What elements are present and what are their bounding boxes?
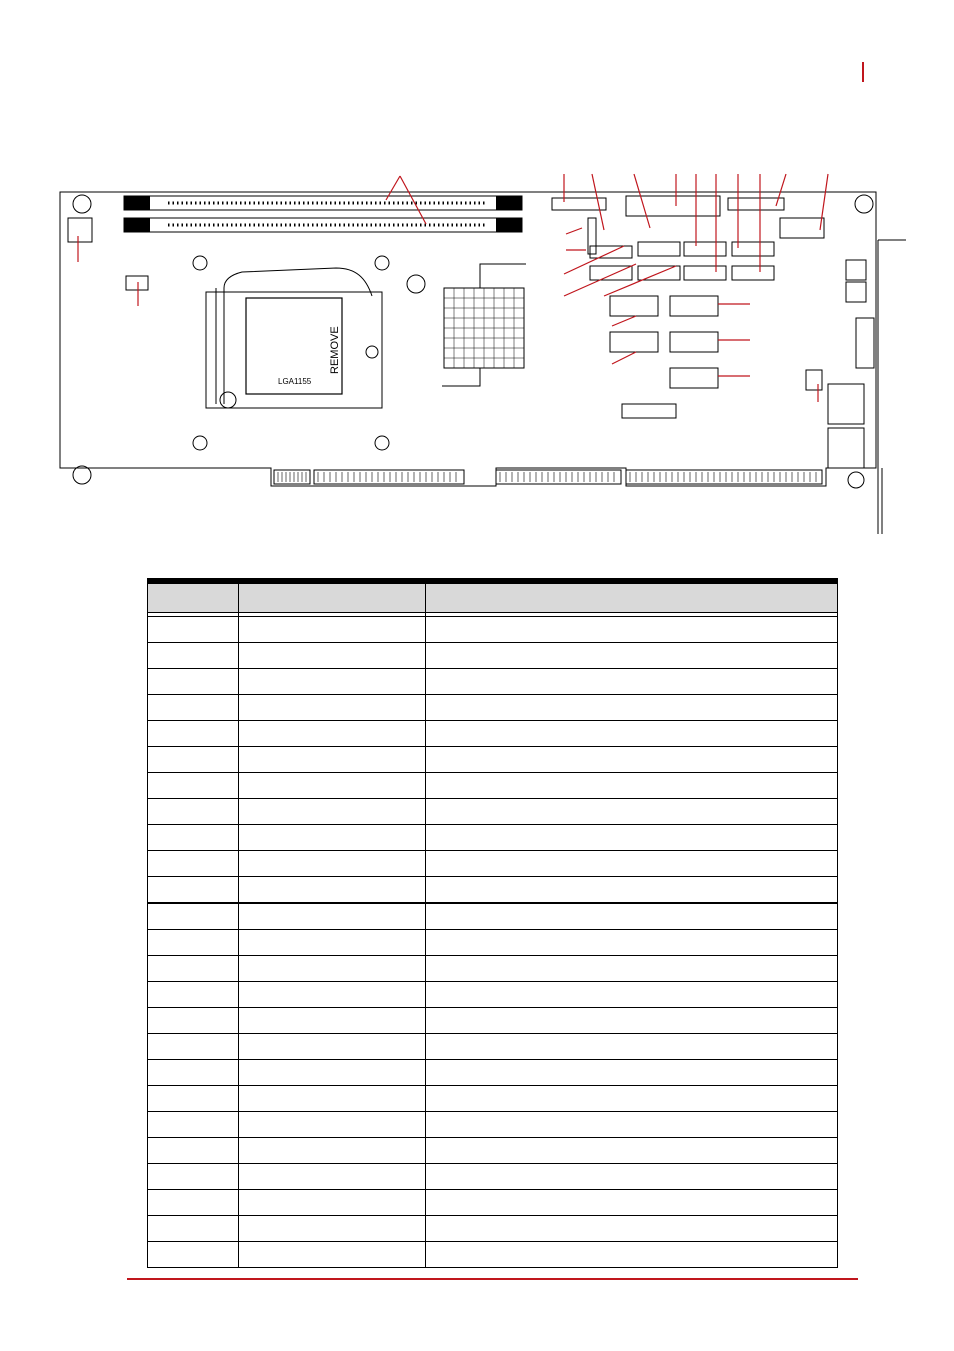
- table-header-cell: [426, 581, 838, 613]
- table-row: [148, 721, 838, 747]
- table-row: [148, 1242, 838, 1268]
- mount-hole-cpu: [407, 275, 425, 293]
- header-4: [780, 218, 824, 238]
- table-row: [148, 825, 838, 851]
- edge-connector-2: [314, 470, 464, 484]
- mount-hole-bl: [73, 466, 91, 484]
- connector-table: [147, 578, 838, 1268]
- table-row: [148, 1164, 838, 1190]
- table-row: [148, 1060, 838, 1086]
- socket-lever-label: REMOVE: [329, 326, 341, 374]
- table-row: [148, 1034, 838, 1060]
- table-row: [148, 1086, 838, 1112]
- table-header-row: [148, 581, 838, 613]
- header-3: [728, 198, 784, 210]
- table-row: [148, 903, 838, 930]
- table-row: [148, 877, 838, 904]
- table-header-cell: [239, 581, 426, 613]
- table-row: [148, 1112, 838, 1138]
- board-layout-diagram: [56, 168, 916, 538]
- table-row: [148, 669, 838, 695]
- socket-label: LGA1155: [278, 377, 312, 386]
- table-row: [148, 773, 838, 799]
- table-header-cell: [148, 581, 239, 613]
- table-row: [148, 799, 838, 825]
- io-bracket: [878, 240, 906, 534]
- table-row: [148, 1008, 838, 1034]
- table-row: [148, 617, 838, 643]
- edge-connector-1: [274, 470, 310, 484]
- header-accent-mark: [862, 62, 864, 82]
- table-row: [148, 982, 838, 1008]
- table-row: [148, 1138, 838, 1164]
- table-row: [148, 1216, 838, 1242]
- table-row: [148, 1190, 838, 1216]
- mount-hole-tr: [855, 195, 873, 213]
- edge-connector-4: [626, 470, 822, 484]
- dimm-slot-1: [124, 196, 522, 210]
- table-row: [148, 695, 838, 721]
- board-outline: [60, 192, 876, 486]
- table-row: [148, 956, 838, 982]
- table-row: [148, 747, 838, 773]
- table-row: [148, 930, 838, 956]
- footer-rule: [127, 1278, 858, 1280]
- table-row: [148, 851, 838, 877]
- mount-hole-tl: [73, 195, 91, 213]
- header-2: [626, 196, 720, 216]
- dimm-slot-2: [124, 218, 522, 232]
- table-row: [148, 643, 838, 669]
